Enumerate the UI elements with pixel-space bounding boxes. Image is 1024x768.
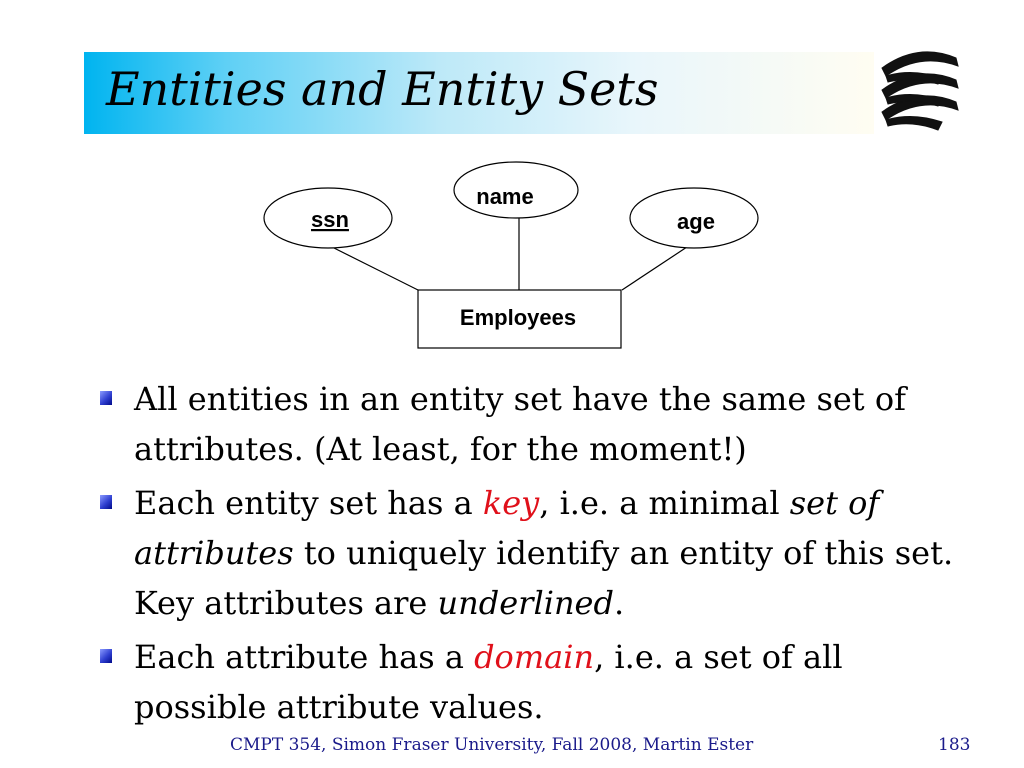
bullet-text: Each attribute has a — [134, 638, 475, 676]
connector-age — [622, 245, 690, 290]
slide-title: Entities and Entity Sets — [106, 62, 659, 116]
connector-ssn — [332, 247, 418, 290]
square-bullet-icon — [100, 391, 112, 405]
attribute-age — [630, 188, 758, 248]
bullet-text: , i.e. a minimal — [539, 484, 790, 522]
attribute-ssn-label: ssn — [311, 207, 349, 232]
emphasis-underlined: underlined — [437, 584, 614, 622]
bullet-text: All entities in an entity set have the same set of attributes. (At least, for the moment!) — [134, 380, 906, 468]
bullet-item — [100, 374, 980, 474]
entity-employees-label: Employees — [459, 305, 577, 330]
square-bullet-icon — [100, 495, 112, 509]
er-diagram — [0, 0, 1024, 370]
bullet-text: to uniquely identify an entity of this set. Key attributes are — [134, 534, 954, 622]
bullet-item — [100, 632, 980, 732]
bullet-text: , i.e. a set of all possible attribute values. — [134, 638, 843, 726]
emphasis-set-of-attributes: set of attributes — [134, 484, 880, 572]
attribute-name-label: name — [476, 184, 534, 209]
attribute-age-label: age — [677, 209, 715, 234]
key-term: key — [482, 484, 540, 522]
attribute-ssn — [264, 188, 392, 248]
bullet-text: . — [613, 584, 625, 622]
square-bullet-icon — [100, 649, 112, 663]
entity-employees — [418, 290, 621, 348]
domain-term: domain — [474, 638, 595, 676]
page-number: 183 — [938, 735, 971, 755]
footer-text: CMPT 354, Simon Fraser University, Fall 2008, Martin Ester — [230, 735, 754, 755]
bullet-list — [100, 374, 980, 736]
attribute-name — [454, 162, 578, 218]
bullet-text: Each entity set has a — [134, 484, 483, 522]
bullet-item — [100, 478, 980, 628]
